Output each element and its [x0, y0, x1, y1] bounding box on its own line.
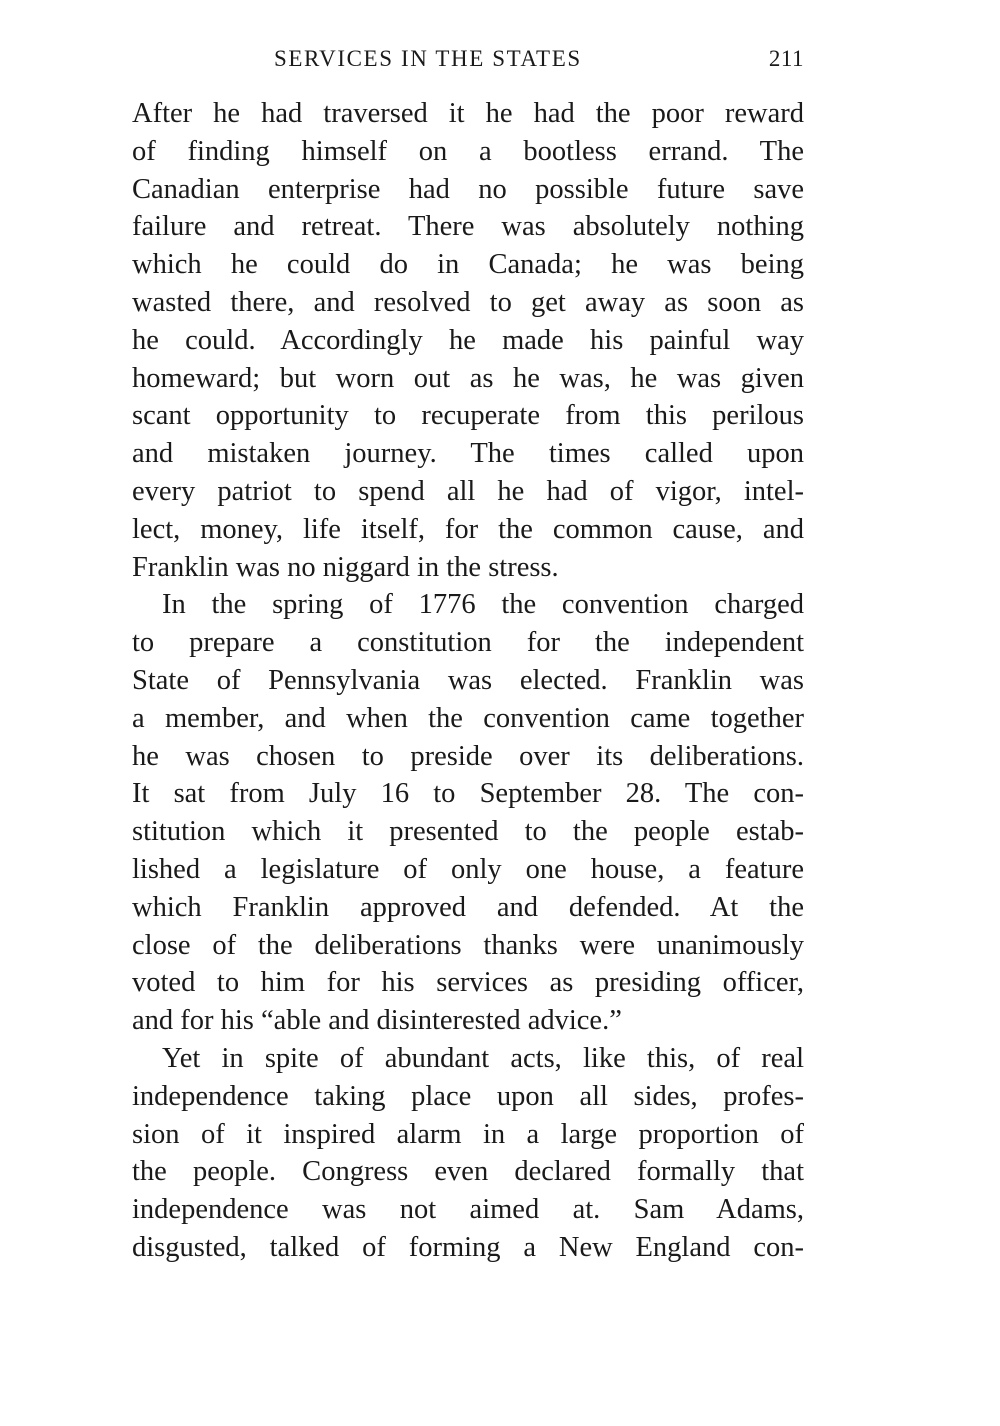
- text-line: Canadian enterprise had no possible future save: [132, 173, 804, 205]
- paragraph: [132, 95, 804, 586]
- text-line: and mistaken journey. The times called upon: [132, 438, 804, 470]
- text-line: he could. Accordingly he made his painful way: [132, 324, 804, 356]
- paragraph: [132, 1040, 804, 1267]
- text-line: disgusted, talked of forming a New England con-: [132, 1231, 804, 1263]
- text-line: Yet in spite of abundant acts, like this, of real: [162, 1042, 804, 1074]
- text-line: independence was not aimed at. Sam Adams,: [132, 1194, 804, 1226]
- text-line: voted to him for his services as presiding officer,: [132, 967, 804, 999]
- text-line: which he could do in Canada; he was being: [132, 249, 804, 281]
- text-line: to prepare a constitution for the independent: [132, 627, 804, 659]
- text-line: It sat from July 16 to September 28. The con-: [132, 778, 804, 810]
- text-line: After he had traversed it he had the poor reward: [132, 98, 804, 129]
- text-line: lished a legislature of only one house, a feature: [132, 853, 804, 885]
- body-text: [132, 95, 804, 1267]
- text-line: homeward; but worn out as he was, he was given: [132, 362, 804, 394]
- text-line: the people. Congress even declared formally that: [132, 1156, 804, 1188]
- text-line: failure and retreat. There was absolutely nothing: [132, 211, 804, 243]
- text-line: independence taking place upon all sides, profes-: [132, 1080, 804, 1112]
- text-line: which Franklin approved and defended. At the: [132, 891, 804, 923]
- text-line: every patriot to spend all he had of vigor, intel-: [132, 475, 804, 507]
- text-line: scant opportunity to recuperate from this perilous: [132, 400, 804, 432]
- running-head: [132, 44, 804, 74]
- page-number: 211: [768, 46, 804, 71]
- text-line: State of Pennsylvania was elected. Franklin was: [132, 664, 804, 696]
- text-line: In the spring of 1776 the convention charged: [162, 589, 804, 621]
- running-title: SERVICES IN THE STATES: [274, 46, 582, 71]
- text-line: a member, and when the convention came together: [132, 702, 804, 734]
- text-line: stitution which it presented to the people estab-: [132, 816, 804, 848]
- text-line: of finding himself on a bootless errand. The: [132, 135, 804, 167]
- text-line: wasted there, and resolved to get away as soon as: [132, 286, 804, 318]
- text-line: close of the deliberations thanks were unanimously: [132, 929, 804, 961]
- text-line: and for his “able and disinterested advice.”: [132, 1005, 622, 1037]
- text-line: Franklin was no niggard in the stress.: [132, 551, 559, 583]
- text-line: sion of it inspired alarm in a large proportion of: [132, 1118, 804, 1150]
- text-line: he was chosen to preside over its deliberations.: [132, 740, 804, 772]
- paragraph: [132, 586, 804, 1040]
- text-line: lect, money, life itself, for the common cause, and: [132, 513, 804, 545]
